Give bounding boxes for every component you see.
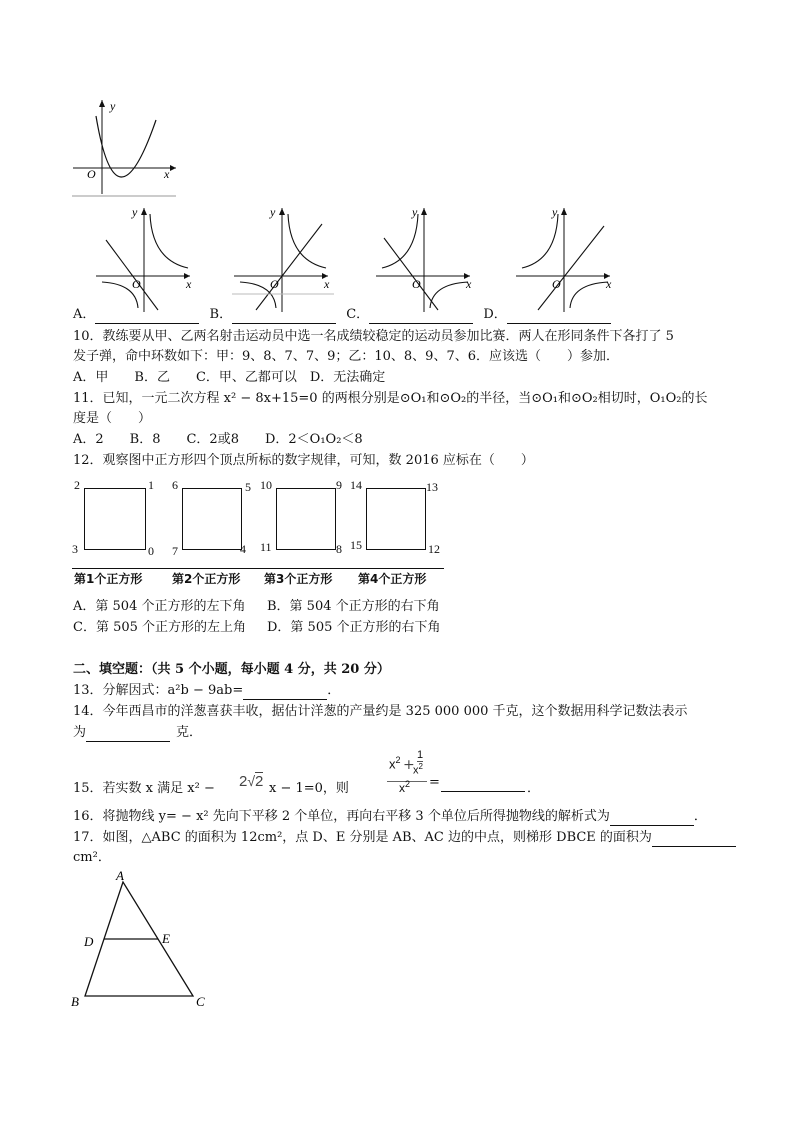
- section-title: 二、填空题：（共 5 个小题，每小题 4 分，共 20 分）: [73, 662, 390, 677]
- origin-label: O: [270, 277, 279, 291]
- square-caption: 第3个正方形: [264, 572, 333, 586]
- square-label: 9: [336, 478, 342, 492]
- square-label: 14: [350, 478, 362, 492]
- square-caption: 第1个正方形: [74, 572, 143, 586]
- q15: 15．若实数 x 满足 x² − 2√2 x − 1=0，则 $x^2$ + 1 $x^2$ $x^2$ = ．: [73, 749, 541, 796]
- parabola-graph: [70, 96, 180, 198]
- answer-blank: [652, 832, 736, 847]
- answer-blank: [441, 777, 525, 792]
- squares-figure: [70, 476, 444, 586]
- option-graph-b: [230, 204, 336, 316]
- q13: 13．分解因式：a²b − 9ab= ．: [73, 683, 341, 698]
- origin-label: O: [87, 167, 96, 181]
- option-letter: A．: [73, 307, 96, 322]
- fraction-denominator: $x^2$: [399, 779, 411, 795]
- q14-line1: 14．今年西昌市的洋葱喜获丰收，据估计洋葱的产量约是 325 000 000 千克，这个数据用科学记数法表示: [73, 704, 688, 719]
- option-letter: B．: [209, 307, 233, 322]
- y-axis-label: y: [270, 205, 276, 219]
- square-label: 13: [426, 480, 438, 494]
- square-label: 8: [336, 542, 342, 556]
- square-label: 3: [72, 542, 78, 556]
- answer-blank: [610, 811, 694, 826]
- point-e-label: E: [162, 931, 170, 946]
- square-caption: 第4个正方形: [358, 572, 427, 586]
- option-graph-a: [92, 204, 198, 316]
- answer-blank: [243, 685, 327, 700]
- origin-label: O: [552, 277, 561, 291]
- origin-label: O: [132, 277, 141, 291]
- q12-option-d: D．第 505 个正方形的右下角: [267, 620, 441, 635]
- y-axis-label: y: [412, 205, 418, 219]
- square-label: 15: [350, 538, 362, 552]
- radical-expression: 2√2: [239, 773, 264, 790]
- square-label: 4: [240, 542, 246, 556]
- fraction-numerator: $x^2$: [389, 755, 401, 772]
- x-axis-label: x: [164, 167, 170, 181]
- y-axis-label: y: [110, 99, 116, 113]
- y-axis-label: y: [552, 205, 558, 219]
- x-axis-label: x: [606, 277, 612, 291]
- y-axis-label: y: [132, 205, 138, 219]
- option-row: [73, 306, 611, 324]
- square-label: 2: [74, 478, 80, 492]
- square-label: 6: [172, 478, 178, 492]
- point-d-label: D: [84, 934, 94, 949]
- q14-line2: 为 克．: [73, 725, 203, 740]
- q12-option-b: B．第 504 个正方形的右下角: [267, 599, 440, 614]
- square-label: 12: [428, 542, 440, 556]
- q10-line2: 发子弹，命中环数如下：甲：9、8、7、7、9；乙：10、8、9、7、6．应该选（ ）参加．: [73, 349, 619, 364]
- square-label: 0: [148, 544, 154, 558]
- option-letter: D．: [483, 307, 507, 322]
- option-letter: C．: [346, 307, 370, 322]
- q16: 16．将抛物线 y= − x² 先向下平移 2 个单位，再向右平移 3 个单位后所得抛物线的解析式为 ．: [73, 809, 707, 824]
- square-label: 1: [148, 478, 154, 492]
- vertex-b-label: B: [71, 994, 79, 1009]
- vertex-a-label: A: [116, 868, 124, 883]
- q17-line2: cm²．: [73, 850, 111, 865]
- triangle-figure: [68, 868, 218, 1010]
- q12-option-c: C．第 505 个正方形的左上角: [73, 620, 247, 635]
- option-graph-c: [372, 204, 478, 316]
- q12-option-a: A．第 504 个正方形的左下角: [73, 599, 246, 614]
- square-label: 11: [260, 540, 272, 554]
- vertex-c-label: C: [196, 994, 205, 1009]
- answer-blank: [86, 727, 170, 742]
- x-axis-label: x: [186, 277, 192, 291]
- q11-line1: 11．已知，一元二次方程 x² − 8x+15=0 的两根分别是⊙O₁和⊙O₂的半径，当⊙O₁和⊙O₂相切时，O₁O₂的长: [73, 391, 708, 406]
- option-graph-d: [512, 204, 618, 316]
- square-label: 7: [172, 544, 178, 558]
- q17-line1: 17．如图，△ABC 的面积为 12cm²，点 D、E 分别是 AB、AC 边的中点，则梯形 DBCE 的面积为: [73, 829, 736, 847]
- square-label: 10: [260, 478, 272, 492]
- x-axis-label: x: [324, 277, 330, 291]
- origin-label: O: [412, 277, 421, 291]
- q11-line2: 度是（ ）: [73, 411, 152, 426]
- q10-line1: 10．教练要从甲、乙两名射击运动员中选一名成绩较稳定的运动员参加比赛．两人在形同条件下各打了 5: [73, 329, 674, 344]
- x-axis-label: x: [466, 277, 472, 291]
- square-caption: 第2个正方形: [172, 572, 241, 586]
- q11-options: A．2 B．8 C．2或8 D．2＜O₁O₂＜8: [73, 432, 363, 447]
- q10-options: A．甲 B．乙 C．甲、乙都可以 D．无法确定: [73, 370, 386, 385]
- square-label: 5: [245, 480, 251, 494]
- q12-line1: 12．观察图中正方形四个顶点所标的数字规律，可知，数 2016 应标在（ ）: [73, 453, 534, 468]
